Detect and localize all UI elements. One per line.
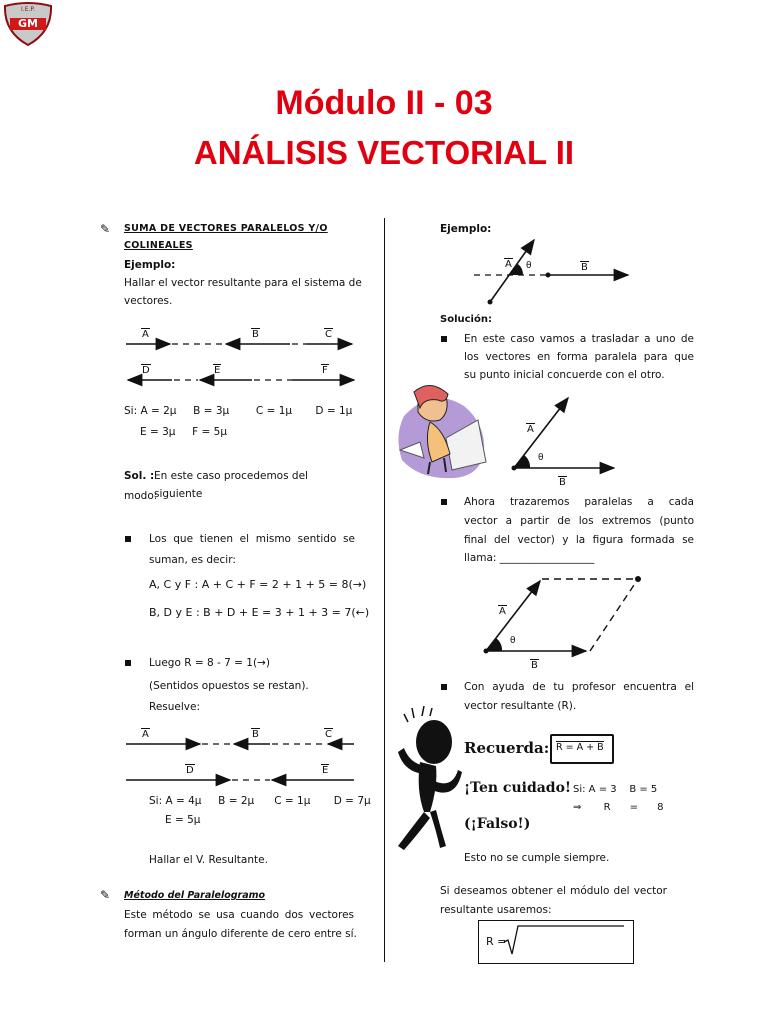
b2-text: Ahora trazaremos paralelas a cada bbox=[464, 496, 694, 508]
deseamos-text-cont: resultante usaremos: bbox=[440, 904, 552, 916]
vector-label-b: B bbox=[559, 477, 566, 488]
vector-label-b: B bbox=[252, 329, 259, 340]
bullet1-text: Los que tienen el mismo sentido se bbox=[149, 533, 355, 545]
vector-label-b: B bbox=[581, 262, 588, 273]
vector-label-a: A bbox=[505, 259, 512, 270]
intro-text-cont: vectores. bbox=[124, 295, 173, 307]
sol-text: En este caso procedemos del siguiente bbox=[154, 470, 308, 500]
si-values: Si: A = 3 B = 5 bbox=[573, 784, 658, 795]
intro-text: Hallar el vector resultante para el sistema de bbox=[124, 277, 362, 289]
data-values-2-cont: E = 5μ bbox=[165, 814, 201, 826]
section2-heading: Método del Paralelogramo bbox=[124, 890, 266, 901]
b1-text-3: su punto inicial concuerde con el otro. bbox=[464, 369, 665, 381]
equation-sum-left: B, D y E : B + D + E = 3 + 1 + 3 = 7(←) bbox=[149, 606, 370, 619]
ejemplo-label: Ejemplo: bbox=[124, 259, 176, 271]
bullet2-text: Luego R = 8 - 7 = 1(→) bbox=[149, 657, 270, 669]
equation-sum-right: A, C y F : A + C + F = 2 + 1 + 5 = 8(→) bbox=[149, 578, 367, 591]
vector-label-e: E bbox=[214, 365, 221, 376]
vector-label-f: F bbox=[322, 365, 328, 376]
data-values-1: Si: A = 2μ B = 3μ C = 1μ D = 1μ bbox=[124, 405, 353, 417]
b2-text-2: vector a partir de los extremos (punto bbox=[464, 515, 694, 527]
modulo-r-eq: R = bbox=[486, 935, 507, 948]
vector-label-c: C bbox=[325, 729, 332, 740]
b1-text: En este caso vamos a trasladar a uno de bbox=[464, 333, 694, 345]
page-title: ANÁLISIS VECTORIAL II bbox=[193, 134, 575, 171]
si-result: ⇒ R = 8 bbox=[573, 802, 664, 813]
vector-label-a: A bbox=[142, 329, 149, 340]
theta-label: θ bbox=[526, 261, 532, 271]
vector-label-d: D bbox=[186, 765, 194, 776]
no-cumple-text: Esto no se cumple siempre. bbox=[464, 852, 610, 864]
logo-top-text: I.E.P. bbox=[21, 6, 35, 13]
vector-label-a: A bbox=[527, 424, 534, 435]
sol-label: Sol. : bbox=[124, 470, 155, 482]
solucion-label: Solución: bbox=[440, 314, 492, 325]
formula-text: R = A + B bbox=[556, 742, 604, 753]
vector-label-b: B bbox=[252, 729, 259, 740]
ejemplo-label: Ejemplo: bbox=[440, 223, 492, 235]
b3-text-2: vector resultante (R). bbox=[464, 700, 577, 712]
vector-label-c: C bbox=[325, 329, 332, 340]
vector-label-a: A bbox=[142, 729, 149, 740]
section-bullet-icon: ✎ bbox=[100, 222, 111, 236]
metodo-text: Este método se usa cuando dos vectores bbox=[124, 909, 354, 921]
bullet1-text-cont: suman, es decir: bbox=[149, 554, 236, 566]
section1-heading: SUMA DE VECTORES PARALELOS Y/O bbox=[124, 223, 328, 234]
data-values-2: Si: A = 4μ B = 2μ C = 1μ D = 7μ bbox=[149, 795, 371, 807]
hallar-text: Hallar el V. Resultante. bbox=[149, 854, 268, 866]
logo-mid-text: GM bbox=[18, 17, 38, 30]
b1-text-2: los vectores en forma paralela para que bbox=[464, 351, 694, 363]
sol-text-cont: modo: bbox=[124, 490, 158, 502]
metodo-text-cont: forman un ángulo diferente de cero entre sí. bbox=[124, 928, 357, 940]
section-bullet-icon: ✎ bbox=[100, 888, 111, 902]
b3-text: Con ayuda de tu profesor encuentra el bbox=[464, 681, 694, 693]
module-title: Módulo II - 03 bbox=[275, 84, 493, 122]
data-values-1-cont: E = 3μ F = 5μ bbox=[140, 426, 228, 438]
recuerda-label: Recuerda: bbox=[464, 739, 550, 757]
theta-label: θ bbox=[510, 636, 516, 646]
vector-label-a: A bbox=[499, 606, 506, 617]
deseamos-text: Si deseamos obtener el módulo del vector bbox=[440, 885, 667, 897]
vector-label-d: D bbox=[142, 365, 150, 376]
vector-label-e: E bbox=[322, 765, 329, 776]
section1-heading-cont: COLINEALES bbox=[124, 240, 193, 251]
cuidado-label: ¡Ten cuidado! bbox=[464, 780, 572, 796]
b2-text-4: llama: __________________ bbox=[464, 552, 595, 564]
bullet2-note: (Sentidos opuestos se restan). bbox=[149, 680, 309, 692]
b2-text-3: final del vector) y la figura formada se bbox=[464, 534, 694, 546]
theta-label: θ bbox=[538, 453, 544, 463]
resuelve-text: Resuelve: bbox=[149, 701, 200, 713]
falso-label: (¡Falso!) bbox=[464, 816, 531, 832]
vector-label-b: B bbox=[531, 660, 538, 671]
